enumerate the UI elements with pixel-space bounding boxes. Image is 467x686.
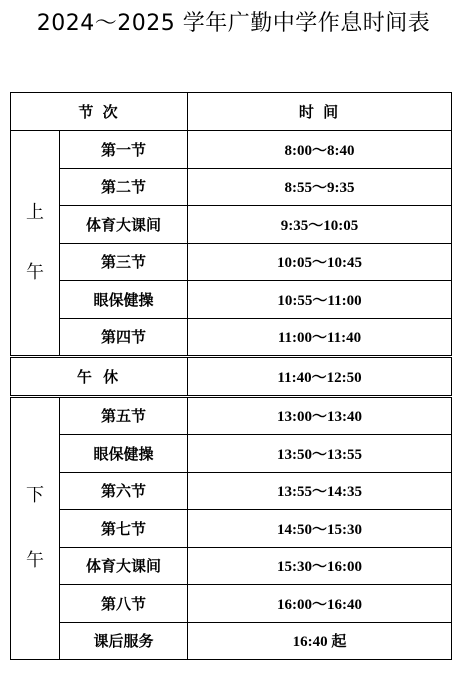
table-row <box>11 396 452 435</box>
header-row <box>11 93 452 131</box>
noon-break-row <box>11 357 452 397</box>
session-time: 16:00～16:40 <box>188 585 452 623</box>
session-name: 第二节 <box>60 168 188 206</box>
session-time: 13:00～13:40 <box>188 396 452 435</box>
session-name: 第四节 <box>60 318 188 357</box>
session-name: 第六节 <box>60 472 188 510</box>
session-name: 第五节 <box>60 396 188 435</box>
session-time: 15:30～16:00 <box>188 547 452 585</box>
session-time: 9:35～10:05 <box>188 206 452 244</box>
table-row <box>11 435 452 473</box>
session-time: 13:50～13:55 <box>188 435 452 473</box>
table-row <box>11 472 452 510</box>
morning-label <box>11 131 60 357</box>
session-time: 16:40 起 <box>188 622 452 660</box>
morning-label-top: 上 <box>26 202 44 224</box>
header-time: 时 间 <box>188 93 452 131</box>
noon-break-time: 11:40～12:50 <box>188 357 452 397</box>
session-name: 第八节 <box>60 585 188 623</box>
table-row <box>11 547 452 585</box>
table-row <box>11 206 452 244</box>
table-row <box>11 585 452 623</box>
session-time: 13:55～14:35 <box>188 472 452 510</box>
session-name: 眼保健操 <box>60 435 188 473</box>
session-name: 第一节 <box>60 131 188 169</box>
session-time: 8:55～9:35 <box>188 168 452 206</box>
table-row <box>11 281 452 319</box>
session-name: 第七节 <box>60 510 188 548</box>
page-title: 2024～2025 学年广勤中学作息时间表 <box>36 11 431 36</box>
schedule-table <box>10 92 452 660</box>
session-time: 8:00～8:40 <box>188 131 452 169</box>
table-row <box>11 243 452 281</box>
session-time: 11:00～11:40 <box>188 318 452 357</box>
table-row <box>11 510 452 548</box>
header-period: 节 次 <box>11 93 188 131</box>
table-row <box>11 131 452 169</box>
session-name: 体育大课间 <box>60 206 188 244</box>
afternoon-label-top: 下 <box>26 484 44 506</box>
session-name: 眼保健操 <box>60 281 188 319</box>
table-row <box>11 168 452 206</box>
noon-break-label: 午 休 <box>11 357 188 397</box>
session-name: 第三节 <box>60 243 188 281</box>
session-name: 体育大课间 <box>60 547 188 585</box>
morning-label-bottom: 午 <box>26 262 44 283</box>
session-time: 10:05～10:45 <box>188 243 452 281</box>
table-row <box>11 622 452 660</box>
table-row <box>11 318 452 357</box>
session-time: 14:50～15:30 <box>188 510 452 548</box>
session-name: 课后服务 <box>60 622 188 660</box>
session-time: 10:55～11:00 <box>188 281 452 319</box>
afternoon-label <box>11 396 60 660</box>
afternoon-label-bottom: 午 <box>26 550 44 572</box>
